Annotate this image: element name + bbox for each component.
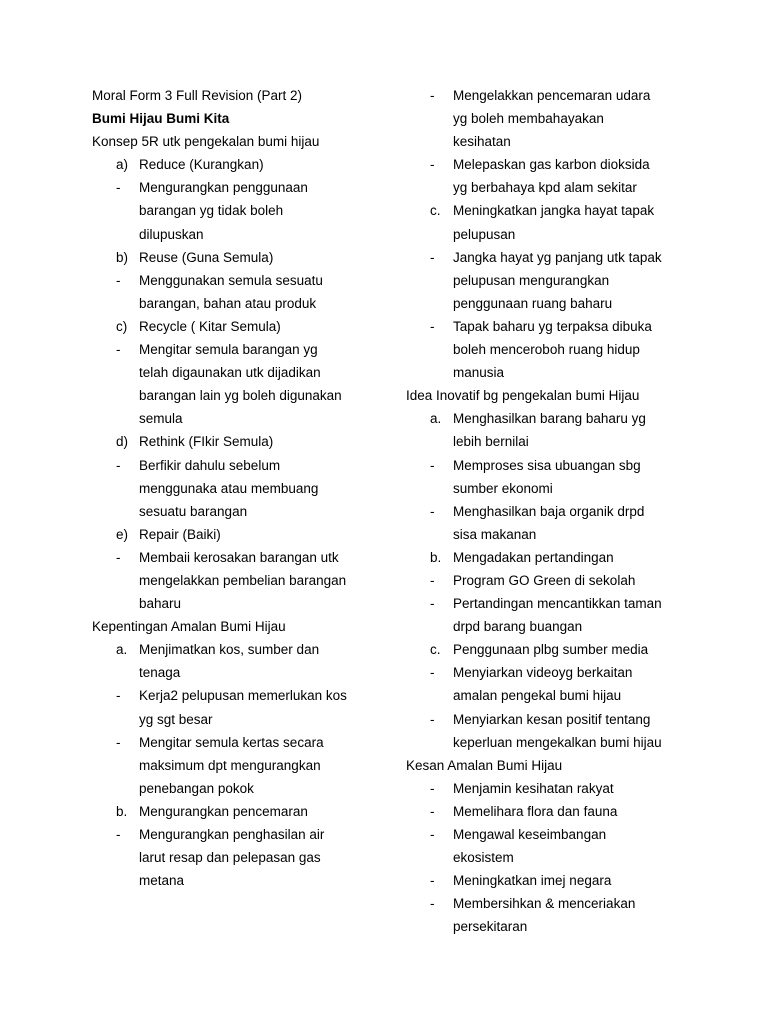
item-first-line: [92, 153, 392, 176]
bullet-item: [406, 315, 706, 384]
item-text: pelupusan mengurangkan: [453, 272, 610, 288]
dash-marker: -: [430, 711, 435, 727]
bullet-item: [406, 153, 706, 199]
item-text: Menggunakan semula sesuatu: [139, 272, 323, 288]
item-first-line: [92, 454, 392, 477]
item-text: keperluan mengekalkan bumi hijau: [453, 734, 662, 750]
item-first-line: [406, 823, 706, 846]
item-text: Mengurangkan pencemaran: [139, 803, 308, 819]
item-text: Memproses sisa ubuangan sbg: [453, 457, 641, 473]
bullet-item: [92, 684, 392, 730]
document-subtitle: Bumi Hijau Bumi Kita: [92, 111, 230, 127]
item-continuation-line: [92, 199, 392, 222]
item-first-line: [92, 338, 392, 361]
item-first-line: [406, 777, 706, 800]
section-heading: Kepentingan Amalan Bumi Hijau: [92, 619, 286, 635]
dash-marker: -: [116, 827, 121, 842]
item-first-line: [406, 500, 706, 523]
item-first-line: [406, 892, 706, 915]
item-text: tenaga: [139, 665, 181, 681]
item-continuation-line: [92, 384, 392, 407]
item-first-line: [92, 684, 392, 707]
bullet-item: [406, 777, 706, 800]
item-text: Mengurangkan penghasilan air: [139, 827, 325, 842]
list-marker: b.: [430, 549, 442, 565]
item-first-line: [92, 731, 392, 754]
item-first-line: [406, 708, 706, 731]
item-continuation-line: [406, 292, 706, 315]
bullet-item: [406, 569, 706, 592]
dash-marker: -: [430, 572, 435, 588]
dash-marker: -: [116, 549, 121, 565]
item-first-line: [92, 638, 392, 661]
item-text: Mengadakan pertandingan: [453, 549, 614, 565]
item-continuation-line: [406, 430, 706, 453]
item-text: lebih bernilai: [453, 434, 529, 450]
item-continuation-line: [92, 708, 392, 731]
dash-marker: -: [430, 249, 435, 265]
dash-marker: -: [430, 827, 435, 842]
item-text: mengelakkan pembelian barangan: [139, 572, 347, 588]
bullet-item: [406, 869, 706, 892]
item-text: Mengelakkan pencemaran udara: [453, 88, 651, 103]
dash-marker: -: [430, 665, 435, 681]
item-continuation-line: [92, 777, 392, 800]
item-text: Reuse (Guna Semula): [139, 249, 274, 265]
item-continuation-line: [92, 592, 392, 615]
item-text: Menjimatkan kos, sumber dan: [139, 642, 320, 658]
item-text: sisa makanan: [453, 526, 537, 542]
list-marker: d): [116, 434, 129, 450]
item-continuation-line: [406, 361, 706, 384]
item-continuation-line: [406, 731, 706, 754]
lettered-item: [92, 246, 392, 269]
item-text: Mengurangkan penggunaan: [139, 180, 308, 196]
list-marker: b): [116, 249, 129, 265]
item-text: maksimum dpt mengurangkan: [139, 757, 321, 773]
bullet-item: [406, 246, 706, 315]
item-text: baharu: [139, 596, 182, 612]
item-first-line: [92, 523, 392, 546]
dash-marker: -: [116, 457, 121, 473]
section-heading: Idea Inovatif bg pengekalan bumi Hijau: [406, 388, 640, 404]
bullet-item: [406, 823, 706, 869]
item-continuation-line: [406, 130, 706, 153]
lettered-item: [92, 153, 392, 176]
item-continuation-line: [406, 615, 706, 638]
right-list: [406, 84, 706, 938]
dash-marker: -: [430, 780, 435, 796]
item-continuation-line: [92, 869, 392, 892]
item-continuation-line: [92, 292, 392, 315]
item-continuation-line: [92, 500, 392, 523]
item-text: Kerja2 pelupusan memerlukan kos: [139, 688, 347, 704]
item-first-line: [406, 246, 706, 269]
item-continuation-line: [406, 523, 706, 546]
item-text: Mengitar semula barangan yg: [139, 342, 318, 358]
bullet-item: [406, 661, 706, 707]
item-text: yg sgt besar: [139, 711, 213, 727]
bullet-item: [92, 546, 392, 615]
bullet-item: [406, 454, 706, 500]
item-text: Meningkatkan jangka hayat tapak: [453, 203, 655, 219]
dash-marker: -: [430, 457, 435, 473]
item-first-line: [92, 315, 392, 338]
item-text: Program GO Green di sekolah: [453, 572, 636, 588]
list-marker: b.: [116, 803, 128, 819]
lettered-item: [406, 407, 706, 453]
item-continuation-line: [406, 269, 706, 292]
item-text: sesuatu barangan: [139, 503, 248, 519]
item-text: sumber ekonomi: [453, 480, 553, 496]
item-text: barangan lain yg boleh digunakan: [139, 388, 342, 404]
item-continuation-line: [92, 569, 392, 592]
dash-marker: -: [430, 896, 435, 912]
item-continuation-line: [92, 477, 392, 500]
item-continuation-line: [92, 407, 392, 430]
dash-marker: -: [430, 596, 435, 612]
list-marker: c.: [430, 203, 441, 219]
item-continuation-line: [406, 338, 706, 361]
dash-marker: -: [430, 803, 435, 819]
item-first-line: [406, 546, 706, 569]
dash-marker: -: [116, 272, 121, 288]
item-text: manusia: [453, 365, 505, 381]
item-first-line: [406, 199, 706, 222]
dash-marker: -: [430, 873, 435, 889]
bullet-item: [92, 338, 392, 430]
item-first-line: [92, 546, 392, 569]
lettered-item: [92, 638, 392, 684]
bullet-item: [406, 800, 706, 823]
item-text: Meningkatkan imej negara: [453, 873, 612, 889]
list-marker: a.: [430, 411, 442, 427]
item-text: Mengitar semula kertas secara: [139, 734, 324, 750]
item-text: barangan yg tidak boleh: [139, 203, 284, 219]
item-text: ekosistem: [453, 850, 514, 866]
list-marker: c.: [430, 642, 441, 658]
item-continuation-line: [406, 846, 706, 869]
item-continuation-line: [92, 846, 392, 869]
lettered-item: [92, 315, 392, 338]
list-marker: a.: [116, 642, 128, 658]
item-text: Reduce (Kurangkan): [139, 157, 264, 173]
item-text: Membaii kerosakan barangan utk: [139, 549, 339, 565]
section-heading: Konsep 5R utk pengekalan bumi hijau: [92, 134, 320, 150]
item-text: Berfikir dahulu sebelum: [139, 457, 281, 473]
item-first-line: [92, 246, 392, 269]
dash-marker: -: [430, 157, 435, 173]
item-text: Menghasilkan barang baharu yg: [453, 411, 646, 427]
item-continuation-line: [92, 223, 392, 246]
item-continuation-line: [406, 915, 706, 938]
item-text: Penggunaan plbg sumber media: [453, 642, 649, 658]
item-first-line: [406, 153, 706, 176]
item-continuation-line: [406, 477, 706, 500]
item-text: yg berbahaya kpd alam sekitar: [453, 180, 637, 196]
item-text: Mengawal keseimbangan: [453, 827, 607, 842]
item-text: yg boleh membahayakan: [453, 111, 604, 127]
right-column: [406, 84, 706, 938]
item-text: Menghasilkan baja organik drpd: [453, 503, 645, 519]
item-first-line: [406, 592, 706, 615]
dash-marker: -: [116, 688, 121, 704]
dash-marker: -: [430, 318, 435, 334]
item-continuation-line: [92, 661, 392, 684]
item-first-line: [406, 407, 706, 430]
bullet-item: [406, 500, 706, 546]
item-text: dilupuskan: [139, 226, 204, 242]
item-text: barangan, bahan atau produk: [139, 295, 317, 311]
item-text: menggunaka atau membuang: [139, 480, 319, 496]
bullet-item: [92, 454, 392, 523]
item-first-line: [406, 454, 706, 477]
bullet-item: [406, 892, 706, 938]
item-text: Jangka hayat yg panjang utk tapak: [453, 249, 662, 265]
section-heading: Kesan Amalan Bumi Hijau: [406, 757, 563, 773]
item-text: Menyiarkan videoyg berkaitan: [453, 665, 633, 681]
lettered-item: [406, 638, 706, 661]
bullet-item: [92, 269, 392, 315]
lettered-item: [92, 430, 392, 453]
item-text: telah digaunakan utk dijadikan: [139, 365, 321, 381]
item-first-line: [92, 176, 392, 199]
item-continuation-line: [92, 754, 392, 777]
item-text: pelupusan: [453, 226, 516, 242]
item-text: Melepaskan gas karbon dioksida: [453, 157, 650, 173]
dash-marker: -: [116, 342, 121, 358]
item-first-line: [92, 269, 392, 292]
item-first-line: [406, 638, 706, 661]
item-text: Rethink (FIkir Semula): [139, 434, 274, 450]
item-continuation-line: [406, 176, 706, 199]
item-text: Pertandingan mencantikkan taman: [453, 596, 662, 612]
left-list: [92, 130, 392, 892]
item-continuation-line: [406, 107, 706, 130]
lettered-item: [92, 523, 392, 546]
item-first-line: [406, 84, 706, 107]
bullet-item: [406, 84, 706, 153]
item-text: semula: [139, 411, 183, 427]
item-text: kesihatan: [453, 134, 511, 150]
item-text: metana: [139, 873, 185, 889]
item-text: persekitaran: [453, 919, 528, 935]
item-text: larut resap dan pelepasan gas: [139, 850, 321, 866]
dash-marker: -: [116, 734, 121, 750]
item-text: Menjamin kesihatan rakyat: [453, 780, 614, 796]
item-first-line: [406, 661, 706, 684]
item-text: Memelihara flora dan fauna: [453, 803, 618, 819]
left-column: [92, 84, 392, 892]
bullet-item: [92, 731, 392, 800]
item-text: drpd barang buangan: [453, 619, 583, 635]
item-continuation-line: [406, 223, 706, 246]
item-text: penebangan pokok: [139, 780, 254, 796]
list-marker: a): [116, 157, 129, 173]
lettered-item: [406, 546, 706, 569]
item-first-line: [406, 869, 706, 892]
lettered-item: [92, 800, 392, 823]
item-text: Tapak baharu yg terpaksa dibuka: [453, 318, 652, 334]
item-text: boleh menceroboh ruang hidup: [453, 342, 640, 358]
item-continuation-line: [406, 684, 706, 707]
bullet-item: [92, 176, 392, 245]
item-text: Menyiarkan kesan positif tentang: [453, 711, 651, 727]
document-title: Moral Form 3 Full Revision (Part 2): [92, 88, 303, 103]
item-first-line: [406, 800, 706, 823]
dash-marker: -: [430, 503, 435, 519]
list-marker: c): [116, 318, 128, 334]
item-first-line: [92, 800, 392, 823]
item-first-line: [92, 430, 392, 453]
dash-marker: -: [430, 88, 435, 103]
item-text: penggunaan ruang baharu: [453, 295, 613, 311]
item-text: amalan pengekal bumi hijau: [453, 688, 622, 704]
bullet-item: [92, 823, 392, 892]
lettered-item: [406, 199, 706, 245]
list-marker: e): [116, 526, 129, 542]
bullet-item: [406, 708, 706, 754]
bullet-item: [406, 592, 706, 638]
dash-marker: -: [116, 180, 121, 196]
item-continuation-line: [92, 361, 392, 384]
item-first-line: [406, 569, 706, 592]
item-text: Repair (Baiki): [139, 526, 221, 542]
item-first-line: [406, 315, 706, 338]
item-text: Recycle ( Kitar Semula): [139, 318, 281, 334]
item-text: Membersihkan & menceriakan: [453, 896, 636, 912]
item-first-line: [92, 823, 392, 846]
